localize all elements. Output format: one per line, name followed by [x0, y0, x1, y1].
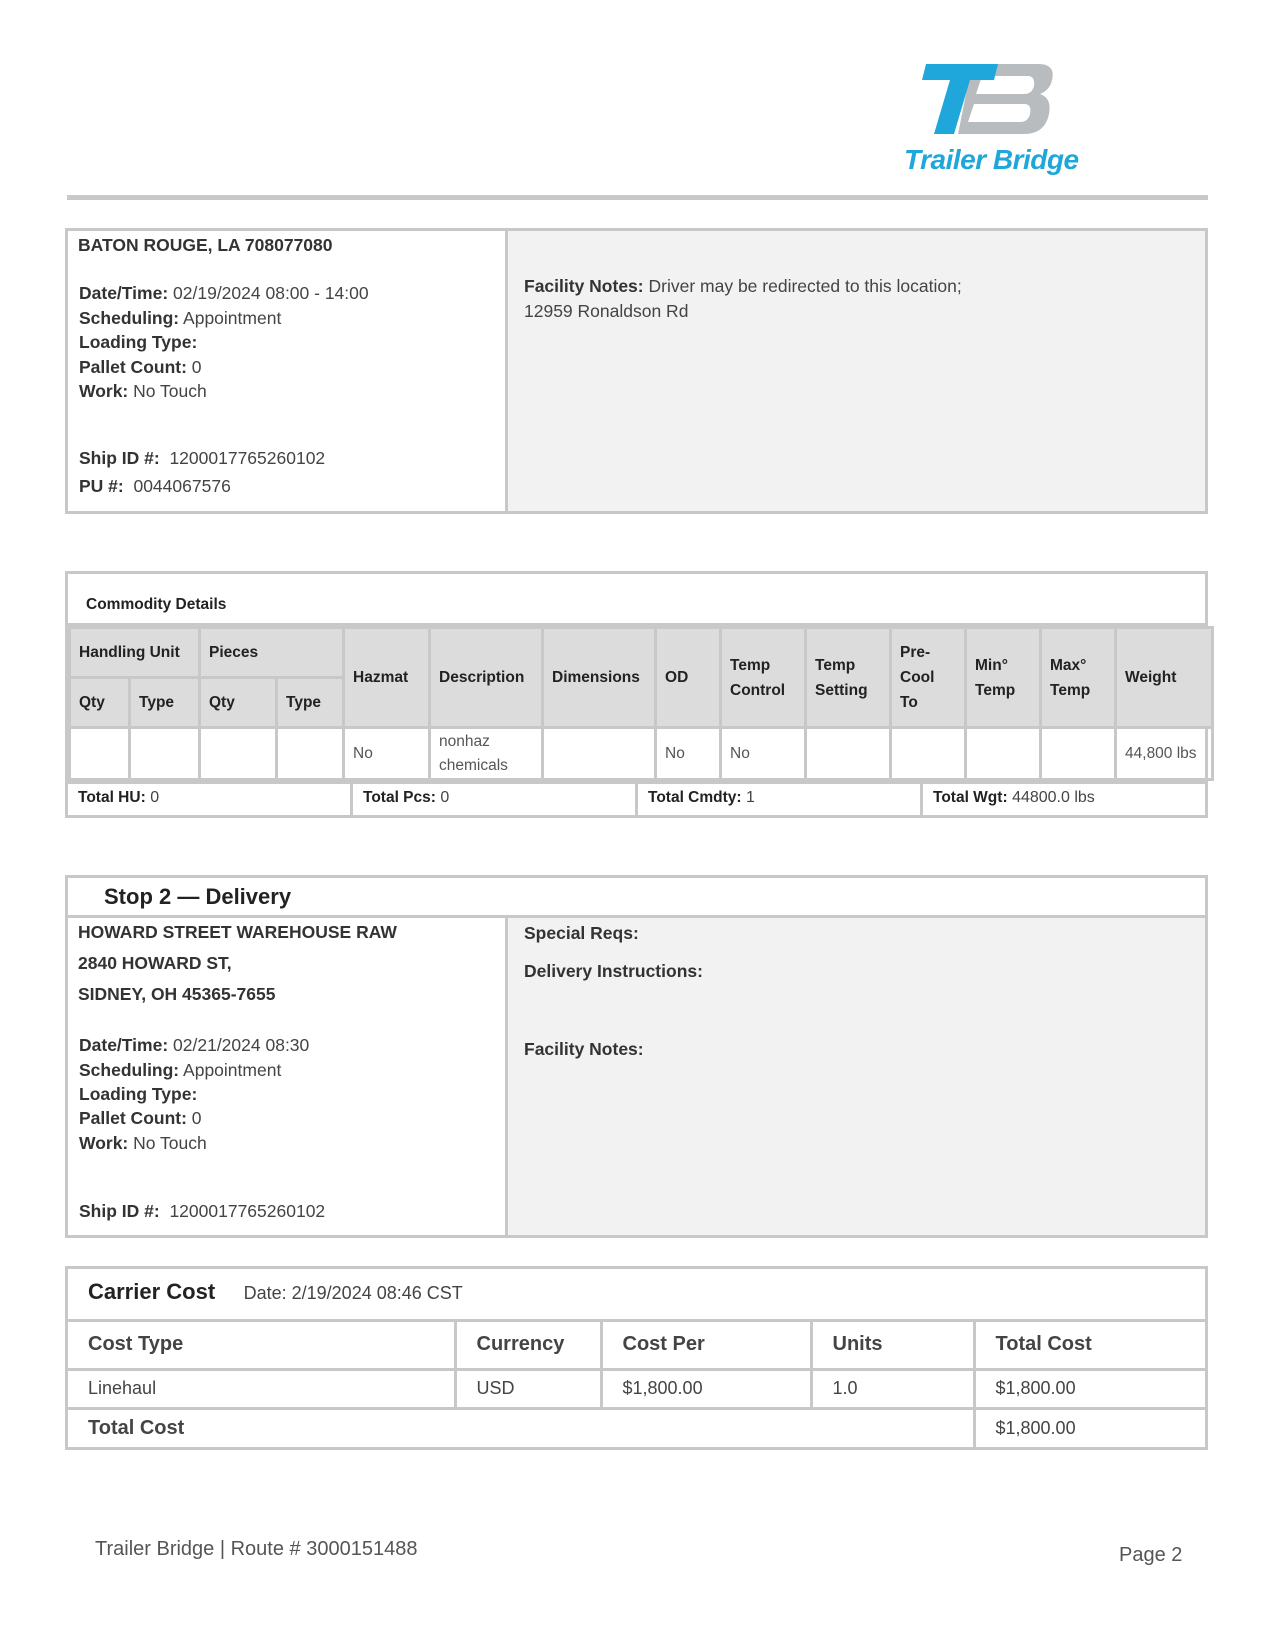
cell-max-temp [1041, 728, 1116, 780]
stop2-name: HOWARD STREET WAREHOUSE RAW [78, 922, 397, 942]
header-pc-qty: Qty [200, 678, 277, 728]
facility-notes-line2: 12959 Ronaldson Rd [524, 301, 689, 321]
cell-min-temp [966, 728, 1041, 780]
table-row [70, 728, 1213, 780]
total-cmdty: Total Cmdty: 1 [638, 784, 923, 815]
carrier-cost-title: Carrier Cost [88, 1279, 216, 1304]
footer-route: Trailer Bridge | Route # 3000151488 [95, 1538, 418, 1560]
stop2-heading: Stop 2 — Delivery [68, 878, 1205, 918]
commodity-table [68, 626, 1214, 781]
header-max-temp: Max° Temp [1041, 628, 1116, 728]
cell-dimensions [543, 728, 656, 780]
commodity-totals [68, 781, 1205, 815]
pickup-stop-box [65, 228, 1208, 514]
delivery-instructions-label: Delivery Instructions: [524, 961, 703, 981]
cell-pre-cool [891, 728, 966, 780]
header-divider [67, 195, 1208, 200]
pickup-details [68, 231, 508, 511]
header-weight: Weight [1116, 628, 1213, 728]
header-hu-type: Type [130, 678, 200, 728]
col-total-cost: Total Cost [974, 1322, 1205, 1369]
pickup-facility-notes [508, 231, 1205, 511]
header-pieces: Pieces [200, 628, 344, 678]
pickup-ship-id: Ship ID #: 1200017765260102 [79, 448, 326, 468]
cell-units: 1.0 [811, 1369, 974, 1408]
stop2-address: 2840 HOWARD ST, [78, 953, 232, 973]
total-pcs: Total Pcs: 0 [353, 784, 638, 815]
total-cost-label: Total Cost [68, 1408, 974, 1447]
header-min-temp: Min° Temp [966, 628, 1041, 728]
stop2-scheduling: Scheduling: Appointment [79, 1060, 282, 1080]
cell-total: $1,800.00 [974, 1369, 1205, 1408]
stop2-facility-notes-label: Facility Notes: [524, 1039, 644, 1059]
facility-notes-label: Facility Notes: [524, 276, 644, 296]
header-temp-control: Temp Control [721, 628, 806, 728]
cell-weight: 44,800 lbs [1116, 728, 1213, 780]
stop2-delivery-box [65, 875, 1208, 1238]
logo-wordmark: Trailer Bridge [904, 144, 1079, 175]
pickup-work: Work: No Touch [79, 381, 207, 401]
carrier-cost [65, 1266, 1208, 1450]
pickup-pu-number: PU #: 0044067576 [79, 476, 231, 496]
trailer-bridge-logo [904, 64, 1094, 182]
footer-page-number: Page 2 [1119, 1544, 1183, 1566]
col-cost-per: Cost Per [601, 1322, 811, 1369]
cell-hazmat: No [344, 728, 430, 780]
cell-hu-qty [70, 728, 130, 780]
stop2-notes [508, 918, 1205, 1235]
col-cost-type: Cost Type [68, 1322, 455, 1369]
special-reqs-label: Special Reqs: [524, 923, 639, 943]
cell-od: No [656, 728, 721, 780]
cell-cost-per: $1,800.00 [601, 1369, 811, 1408]
col-currency: Currency [455, 1322, 601, 1369]
cell-hu-type [130, 728, 200, 780]
pickup-pallet-count: Pallet Count: 0 [79, 357, 202, 377]
stop2-ship-id: Ship ID #: 1200017765260102 [79, 1201, 326, 1221]
carrier-cost-table [68, 1322, 1205, 1447]
total-row [68, 1408, 1205, 1447]
header-description: Description [430, 628, 543, 728]
header-pre-cool: Pre-Cool To [891, 628, 966, 728]
header-dimensions: Dimensions [543, 628, 656, 728]
header-pc-type: Type [277, 678, 344, 728]
facility-notes-line1: Driver may be redirected to this location; [648, 276, 962, 296]
col-units: Units [811, 1322, 974, 1369]
stop2-details [68, 918, 508, 1235]
header-temp-setting: Temp Setting [806, 628, 891, 728]
cell-description: nonhaz chemicals [430, 728, 543, 780]
pickup-scheduling: Scheduling: Appointment [79, 308, 282, 328]
commodity-title: Commodity Details [68, 574, 1205, 626]
cell-currency: USD [455, 1369, 601, 1408]
stop2-datetime: Date/Time: 02/21/2024 08:30 [79, 1035, 310, 1055]
total-cost-value: $1,800.00 [974, 1408, 1205, 1447]
stop2-pallet-count: Pallet Count: 0 [79, 1108, 202, 1128]
header-hu-qty: Qty [70, 678, 130, 728]
cell-pc-type [277, 728, 344, 780]
header-hazmat: Hazmat [344, 628, 430, 728]
cell-temp-control: No [721, 728, 806, 780]
cell-temp-setting [806, 728, 891, 780]
carrier-cost-date: Date: 2/19/2024 08:46 CST [243, 1283, 463, 1303]
cell-pc-qty [200, 728, 277, 780]
stop2-work: Work: No Touch [79, 1133, 207, 1153]
header-od: OD [656, 628, 721, 728]
cell-cost-type: Linehaul [68, 1369, 455, 1408]
carrier-cost-header [68, 1269, 1205, 1322]
stop2-loading-type: Loading Type: [79, 1084, 198, 1104]
commodity-details [65, 571, 1208, 818]
header-handling-unit: Handling Unit [70, 628, 200, 678]
pickup-loading-type: Loading Type: [79, 332, 198, 352]
stop2-city: SIDNEY, OH 45365-7655 [78, 984, 276, 1004]
tb-logo-mark [920, 64, 1056, 142]
total-wgt: Total Wgt: 44800.0 lbs [933, 789, 1095, 806]
total-hu: Total HU: 0 [68, 784, 353, 815]
table-row [68, 1369, 1205, 1408]
pickup-city: BATON ROUGE, LA 708077080 [78, 235, 333, 255]
pickup-datetime: Date/Time: 02/19/2024 08:00 - 14:00 [79, 283, 369, 303]
